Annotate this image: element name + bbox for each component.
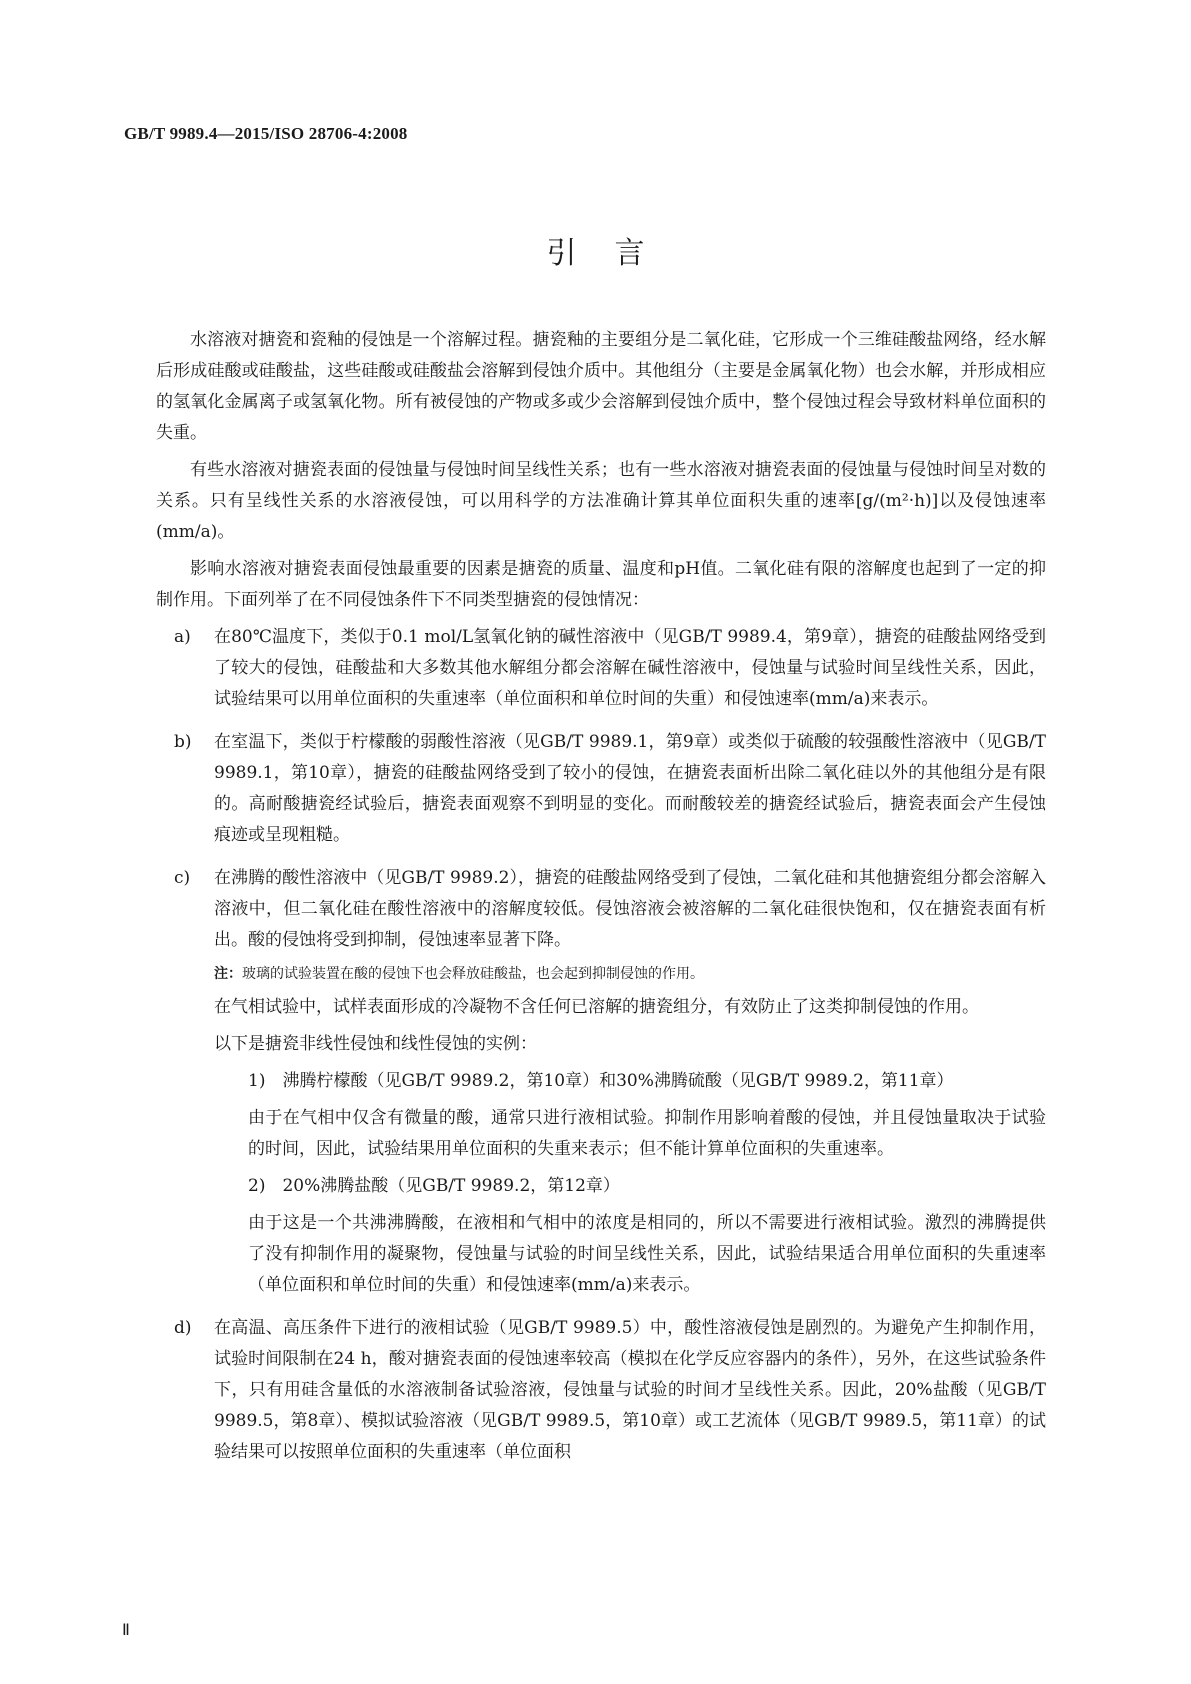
paragraph-2: 有些水溶液对搪瓷表面的侵蚀量与侵蚀时间呈线性关系；也有一些水溶液对搪瓷表面的侵蚀量与侵蚀时间呈对数的关系。只有呈线性关系的水溶液侵蚀，可以用科学的方法准确计算其单位面积失重的速率[g/(m²·h)]以及侵蚀速率(mm/a)。	[156, 460, 1046, 542]
list-item-d	[156, 1313, 1046, 1474]
list-item-label: a)	[174, 627, 191, 647]
list-item-a	[156, 622, 1046, 721]
list-item-text: 在80℃温度下，类似于0.1 mol/L氢氧化钠的碱性溶液中（见GB/T 9989.4，第9章），搪瓷的硅酸盐网络受到了较大的侵蚀，硅酸盐和大多数其他水解组分都会溶解在碱性溶液中，侵蚀量与试验时间呈线性关系，因此，试验结果可以用单位面积的失重速率（单位面积和单位时间的失重）和侵蚀速率(mm/a)来表示。	[214, 627, 1046, 709]
paragraph-3: 影响水溶液对搪瓷表面侵蚀最重要的因素是搪瓷的质量、温度和pH值。二氧化硅有限的溶解度也起到了一定的抑制作用。下面列举了在不同侵蚀条件下不同类型搪瓷的侵蚀情况：	[156, 559, 1046, 610]
page-number: Ⅱ	[122, 1622, 130, 1639]
standard-number: GB/T 9989.4—2015/ISO 28706-4:2008	[124, 124, 408, 143]
list-item-text: 在高温、高压条件下进行的液相试验（见GB/T 9989.5）中，酸性溶液侵蚀是剧烈的。为避免产生抑制作用，试验时间限制在24 h，酸对搪瓷表面的侵蚀速率较高（模拟在化学反应容器内的条件），另外，在这些试验条件下，只有用硅含量低的水溶液制备试验溶液，侵蚀量与试验的时间才呈线性关系。因此，20%盐酸（见GB/T 9989.5，第8章）、模拟试验溶液（见GB/T 9989.5，第10章）或工艺流体（见GB/T 9989.5，第11章）的试验结果可以按照单位面积的失重速率（单位面积	[214, 1318, 1046, 1462]
sub-item-1	[248, 1066, 1046, 1165]
list-item-label: b)	[174, 732, 192, 752]
examples-intro: 以下是搪瓷非线性侵蚀和线性侵蚀的实例：	[214, 1034, 537, 1054]
list-item-b	[156, 727, 1046, 857]
note-text: 玻璃的试验装置在酸的侵蚀下也会释放硅酸盐，也会起到抑制侵蚀的作用。	[242, 966, 704, 982]
sub-item-text: 由于在气相中仅含有微量的酸，通常只进行液相试验。抑制作用影响着酸的侵蚀，并且侵蚀量取决于试验的时间，因此，试验结果用单位面积的失重来表示；但不能计算单位面积的失重速率。	[248, 1108, 1046, 1159]
note	[214, 962, 1046, 986]
sub-item-heading: 1) 沸腾柠檬酸（见GB/T 9989.2，第10章）和30%沸腾硫酸（见GB/T 9989.2，第11章）	[248, 1071, 954, 1091]
document-body	[156, 325, 1046, 1480]
list-item-text: 在沸腾的酸性溶液中（见GB/T 9989.2），搪瓷的硅酸盐网络受到了侵蚀，二氧化硅和其他搪瓷组分都会溶解入溶液中，但二氧化硅在酸性溶液中的溶解度较低。侵蚀溶液会被溶解的二氧化硅很快饱和，仅在搪瓷表面有析出。酸的侵蚀将受到抑制，侵蚀速率显著下降。	[214, 868, 1046, 950]
list-item-label: d)	[174, 1318, 192, 1338]
sub-item-2	[248, 1171, 1046, 1301]
list-item-label: c)	[174, 868, 191, 888]
page-title: 引言	[546, 236, 683, 271]
paragraph-1: 水溶液对搪瓷和瓷釉的侵蚀是一个溶解过程。搪瓷釉的主要组分是二氧化硅，它形成一个三维硅酸盐网络，经水解后形成硅酸或硅酸盐，这些硅酸或硅酸盐会溶解到侵蚀介质中。其他组分（主要是金属氧化物）也会水解，并形成相应的氢氧化金属离子或氢氧化物。所有被侵蚀的产物或多或少会溶解到侵蚀介质中，整个侵蚀过程会导致材料单位面积的失重。	[156, 330, 1046, 443]
vapor-phase-text: 在气相试验中，试样表面形成的冷凝物不含任何已溶解的搪瓷组分，有效防止了这类抑制侵蚀的作用。	[214, 997, 979, 1017]
note-label: 注：	[214, 966, 242, 982]
list-item-text: 在室温下，类似于柠檬酸的弱酸性溶液（见GB/T 9989.1，第9章）或类似于硫酸的较强酸性溶液中（见GB/T 9989.1，第10章），搪瓷的硅酸盐网络受到了较小的侵蚀，在搪瓷表面析出除二氧化硅以外的其他组分是有限的。高耐酸搪瓷经试验后，搪瓷表面观察不到明显的变化。而耐酸较差的搪瓷经试验后，搪瓷表面会产生侵蚀痕迹或呈现粗糙。	[214, 732, 1046, 845]
sub-item-text: 由于这是一个共沸沸腾酸，在液相和气相中的浓度是相同的，所以不需要进行液相试验。激烈的沸腾提供了没有抑制作用的凝聚物，侵蚀量与试验的时间呈线性关系，因此，试验结果适合用单位面积的失重速率（单位面积和单位时间的失重）和侵蚀速率(mm/a)来表示。	[248, 1213, 1046, 1295]
list-item-c	[156, 863, 1046, 1307]
sub-item-heading: 2) 20%沸腾盐酸（见GB/T 9989.2，第12章）	[248, 1176, 620, 1196]
